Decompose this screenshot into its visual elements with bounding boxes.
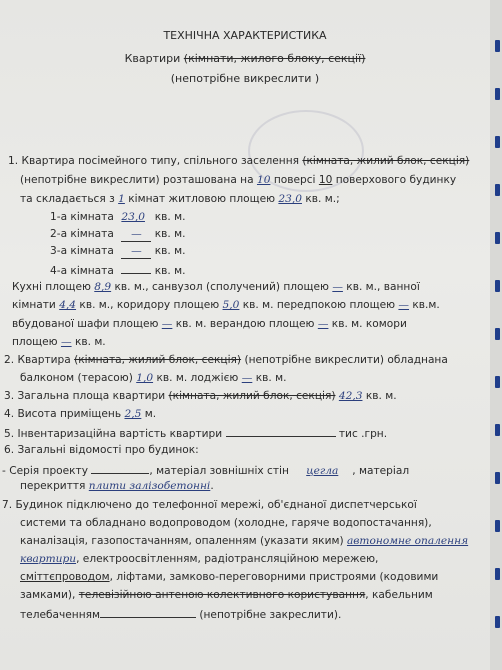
floors-material-value: плити залізобетонні: [88, 480, 211, 492]
item3-line: 3. Загальна площа квартири (кімната, жилий блок, секція) 42,3 кв. м.: [4, 390, 397, 402]
living-area-value: 23,0: [278, 193, 302, 205]
walls-material-value: цегла: [306, 465, 339, 477]
binding-mark: [495, 520, 500, 532]
rooms-value: 1: [118, 193, 125, 205]
bathroom-value: 4,4: [59, 299, 77, 311]
item1-kitchen-line: Кухні площею 8,9 кв. м., санвузол (сполучений) площею — кв. м., ванної: [12, 281, 420, 293]
binding-mark: [495, 616, 500, 628]
balcony-value: 1,0: [136, 372, 154, 384]
subtitle-note: (непотрібне викреслити ): [170, 72, 320, 85]
item1-wardrobe-line: вбудованої шафи площею — кв. м. верандою площею — кв. м. комори: [12, 318, 407, 330]
heating-value: автономне опалення: [346, 535, 469, 547]
binding-mark: [495, 472, 500, 484]
item6-line2: перекриття плити залізобетонні.: [20, 480, 214, 492]
item5-line: 5. Інвентаризаційна вартість квартири тис .грн.: [4, 428, 388, 440]
item6-title: 6. Загальні відомості про будинок:: [4, 444, 199, 456]
item1-storage-line: площею — кв. м.: [12, 336, 106, 348]
item2-line1: 2. Квартира (кімната, жилий блок, секція) (непотрібне викреслити) обладнана: [4, 354, 448, 366]
room-row: 4-а кімната кв. м.: [50, 262, 186, 278]
height-value: 2,5: [124, 408, 142, 420]
item4-line: 4. Висота приміщень 2,5 м.: [4, 408, 157, 420]
binding-mark: [495, 376, 500, 388]
inventory-value-blank: [226, 426, 336, 437]
item7-line5: сміттєпроводом, ліфтами, замково-переговорними пристроями (кодовими: [20, 571, 439, 583]
binding-mark: [495, 232, 500, 244]
item7-line3: каналізація, газопостачанням, опаленням (указати яким) автономне опалення: [20, 535, 469, 547]
item7-line6: замками), телевізійною антеною колективного користування, кабельним: [20, 589, 433, 601]
item1-line1: 1. Квартира посімейного типу, спільного заселення (кімната, жилий блок, секція): [8, 155, 470, 167]
item7-line1: 7. Будинок підключено до телефонної мережі, об'єднаної диспетчерської: [2, 499, 417, 511]
binding-mark: [495, 40, 500, 52]
floors-total-value: 10: [318, 174, 333, 186]
kitchen-value: 8,9: [94, 281, 112, 293]
binding-mark: [495, 136, 500, 148]
item2-line2: балконом (терасою) 1,0 кв. м. лоджією — кв. м.: [20, 372, 287, 384]
document-title: ТЕХНІЧНА ХАРАКТЕРИСТИКА: [163, 29, 327, 42]
binding-mark: [495, 88, 500, 100]
subtitle-struck: (кімнати, жилого блоку, секції): [183, 52, 366, 65]
document-subtitle: Квартири (кімнати, жилого блоку, секції): [124, 52, 366, 65]
item7-line4: квартири, електроосвітленням, радіотрансляційною мережею,: [20, 553, 379, 565]
item6-line1: - Серія проекту , матеріал зовнішніх стін цегла , матеріал: [2, 465, 410, 477]
room-row: 1-а кімната 23,0 кв. м.: [50, 211, 186, 223]
room-row: 2-а кімната — кв. м.: [50, 228, 186, 240]
floor-value: 10: [256, 174, 271, 186]
binding-mark: [495, 184, 500, 196]
binding-mark: [495, 568, 500, 580]
item7-line7: телебаченням (непотрібне закреслити).: [20, 609, 342, 621]
total-area-value: 42,3: [338, 390, 363, 402]
binding-mark: [495, 424, 500, 436]
item7-line2: системи та обладнано водопроводом (холодне, гаряче водопостачання),: [20, 517, 432, 529]
item1-bathroom-line: кімнати 4,4 кв. м., коридору площею 5,0 кв. м. передпокою площею — кв.м.: [12, 299, 440, 311]
room-row: 3-а кімната — кв. м.: [50, 245, 186, 257]
corridor-value: 5,0: [222, 299, 240, 311]
page-binding-edge: [490, 0, 502, 670]
item1-line3: та складається з 1 кімнат житловою площею 23,0 кв. м.;: [20, 193, 340, 205]
binding-mark: [495, 328, 500, 340]
item1-line2: (непотрібне викреслити) розташована на 10 поверсі 10 поверхового будинку: [20, 174, 457, 186]
binding-mark: [495, 280, 500, 292]
